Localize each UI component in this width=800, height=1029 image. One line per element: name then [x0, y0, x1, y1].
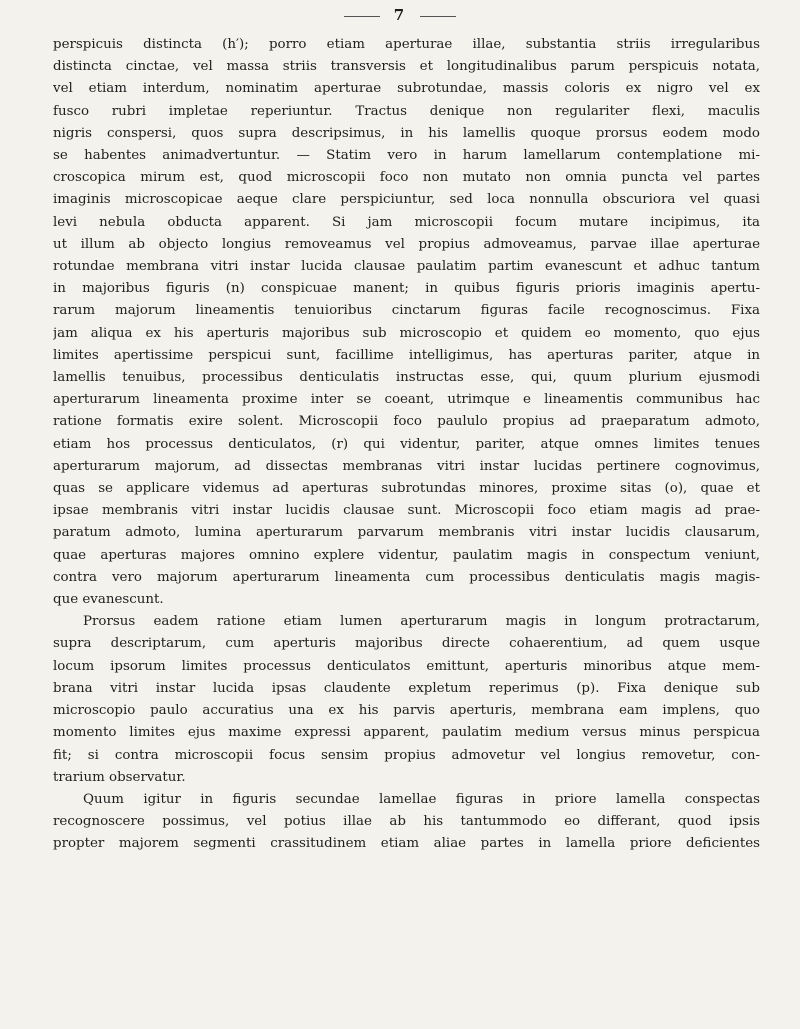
- text-line: rotundae membrana vitri instar lucida clausae paulatim partim evanescunt et adhuc tantum: [53, 259, 760, 275]
- text-line: Quum igitur in figuris secundae lamellae figuras in priore lamella conspectas: [83, 791, 760, 807]
- text-line: aperturarum lineamenta proxime inter se coeant, utrimque e lineamentis communibus hac: [53, 392, 760, 408]
- text-line: limites apertissime perspicui sunt, facillime intelligimus, has aperturas pariter, atque in: [53, 347, 760, 363]
- text-line: perspicuis distincta (h′); porro etiam aperturae illae, substantia striis irregularibus: [53, 37, 760, 52]
- text-line: croscopica mirum est, quod microscopii foco non mutato non omnia puncta vel partes: [53, 170, 760, 186]
- text-line: supra descriptarum, cum aperturis majoribus directe cohaerentium, ad quem usque: [53, 636, 760, 652]
- text-line: fit; si contra microscopii focus sensim propius admovetur vel longius removetur, con-: [53, 747, 760, 763]
- text-line: aperturarum majorum, ad dissectas membranas vitri instar lucidas pertinere cognovimus,: [53, 458, 760, 474]
- right-header-rule: [420, 16, 456, 17]
- left-header-rule: [344, 16, 380, 17]
- text-line: recognoscere possimus, vel potius illae ab his tantummodo eo differant, quod ipsis: [53, 814, 760, 830]
- text-line: brana vitri instar lucida ipsas claudente expletum reperimus (p). Fixa denique sub: [53, 680, 760, 696]
- text-line: que evanescunt.: [53, 592, 164, 608]
- body-text: [53, 34, 760, 856]
- text-line: trarium observatur.: [53, 769, 186, 785]
- text-line: microscopio paulo accuratius una ex his parvis aperturis, membrana eam implens, quo: [53, 703, 760, 719]
- text-line: se habentes animadvertuntur. — Statim vero in harum lamellarum contemplatione mi-: [53, 148, 760, 164]
- text-line: ratione formatis exire solent. Microscopii foco paululo propius ad praeparatum admoto,: [53, 414, 760, 430]
- text-line: levi nebula obducta apparent. Si jam microscopii focum mutare incipimus, ita: [53, 214, 760, 230]
- text-line: momento limites ejus maxime expressi apparent, paulatim medium versus minus perspicua: [53, 725, 760, 741]
- text-line: imaginis microscopicae aeque clare perspiciuntur, sed loca nonnulla obscuriora vel quasi: [53, 192, 760, 208]
- text-line: ut illum ab objecto longius removeamus vel propius admoveamus, parvae illae aperturae: [53, 236, 760, 252]
- text-line: distincta cinctae, vel massa striis transversis et longitudinalibus parum perspicuis notata,: [53, 59, 760, 75]
- page-number: 7: [393, 6, 407, 24]
- text-line: fusco rubri impletae reperiuntur. Tractus denique non regulariter flexi, maculis: [53, 103, 760, 119]
- text-line: rarum majorum lineamentis tenuioribus cinctarum figuras facile recognoscimus. Fixa: [53, 303, 760, 319]
- text-line: contra vero majorum aperturarum lineamenta cum processibus denticulatis magis magis-: [53, 569, 760, 585]
- text-line: Prorsus eadem ratione etiam lumen aperturarum magis in longum protractarum,: [83, 614, 760, 630]
- text-line: in majoribus figuris (n) conspicuae manent; in quibus figuris prioris imaginis apertu-: [53, 281, 760, 297]
- page-number-header: [0, 6, 800, 24]
- text-line: locum ipsorum limites processus denticulatos emittunt, aperturis minoribus atque mem-: [53, 658, 760, 674]
- text-line: quae aperturas majores omnino explere videntur, paulatim magis in conspectum veniunt,: [53, 547, 760, 563]
- paragraph: [53, 34, 760, 611]
- text-line: ipsae membranis vitri instar lucidis clausae sunt. Microscopii foco etiam magis ad prae-: [53, 503, 760, 519]
- text-line: quas se applicare videmus ad aperturas subrotundas minores, proxime sitas (o), quae et: [53, 481, 760, 497]
- text-line: lamellis tenuibus, processibus denticulatis instructas esse, qui, quum plurium ejusmodi: [53, 370, 760, 386]
- text-line: etiam hos processus denticulatos, (r) qui videntur, pariter, atque omnes limites tenues: [53, 436, 760, 452]
- text-line: vel etiam interdum, nominatim aperturae subrotundae, massis coloris ex nigro vel ex: [53, 81, 760, 97]
- paragraph: [53, 789, 760, 856]
- text-line: paratum admoto, lumina aperturarum parvarum membranis vitri instar lucidis clausarum,: [53, 525, 760, 541]
- text-line: nigris conspersi, quos supra descripsimus, in his lamellis quoque prorsus eodem modo: [53, 125, 760, 141]
- paragraph: [53, 611, 760, 789]
- text-line: jam aliqua ex his aperturis majoribus sub microscopio et quidem eo momento, quo ejus: [53, 325, 760, 341]
- text-line: propter majorem segmenti crassitudinem etiam aliae partes in lamella priore deficientes: [53, 836, 760, 852]
